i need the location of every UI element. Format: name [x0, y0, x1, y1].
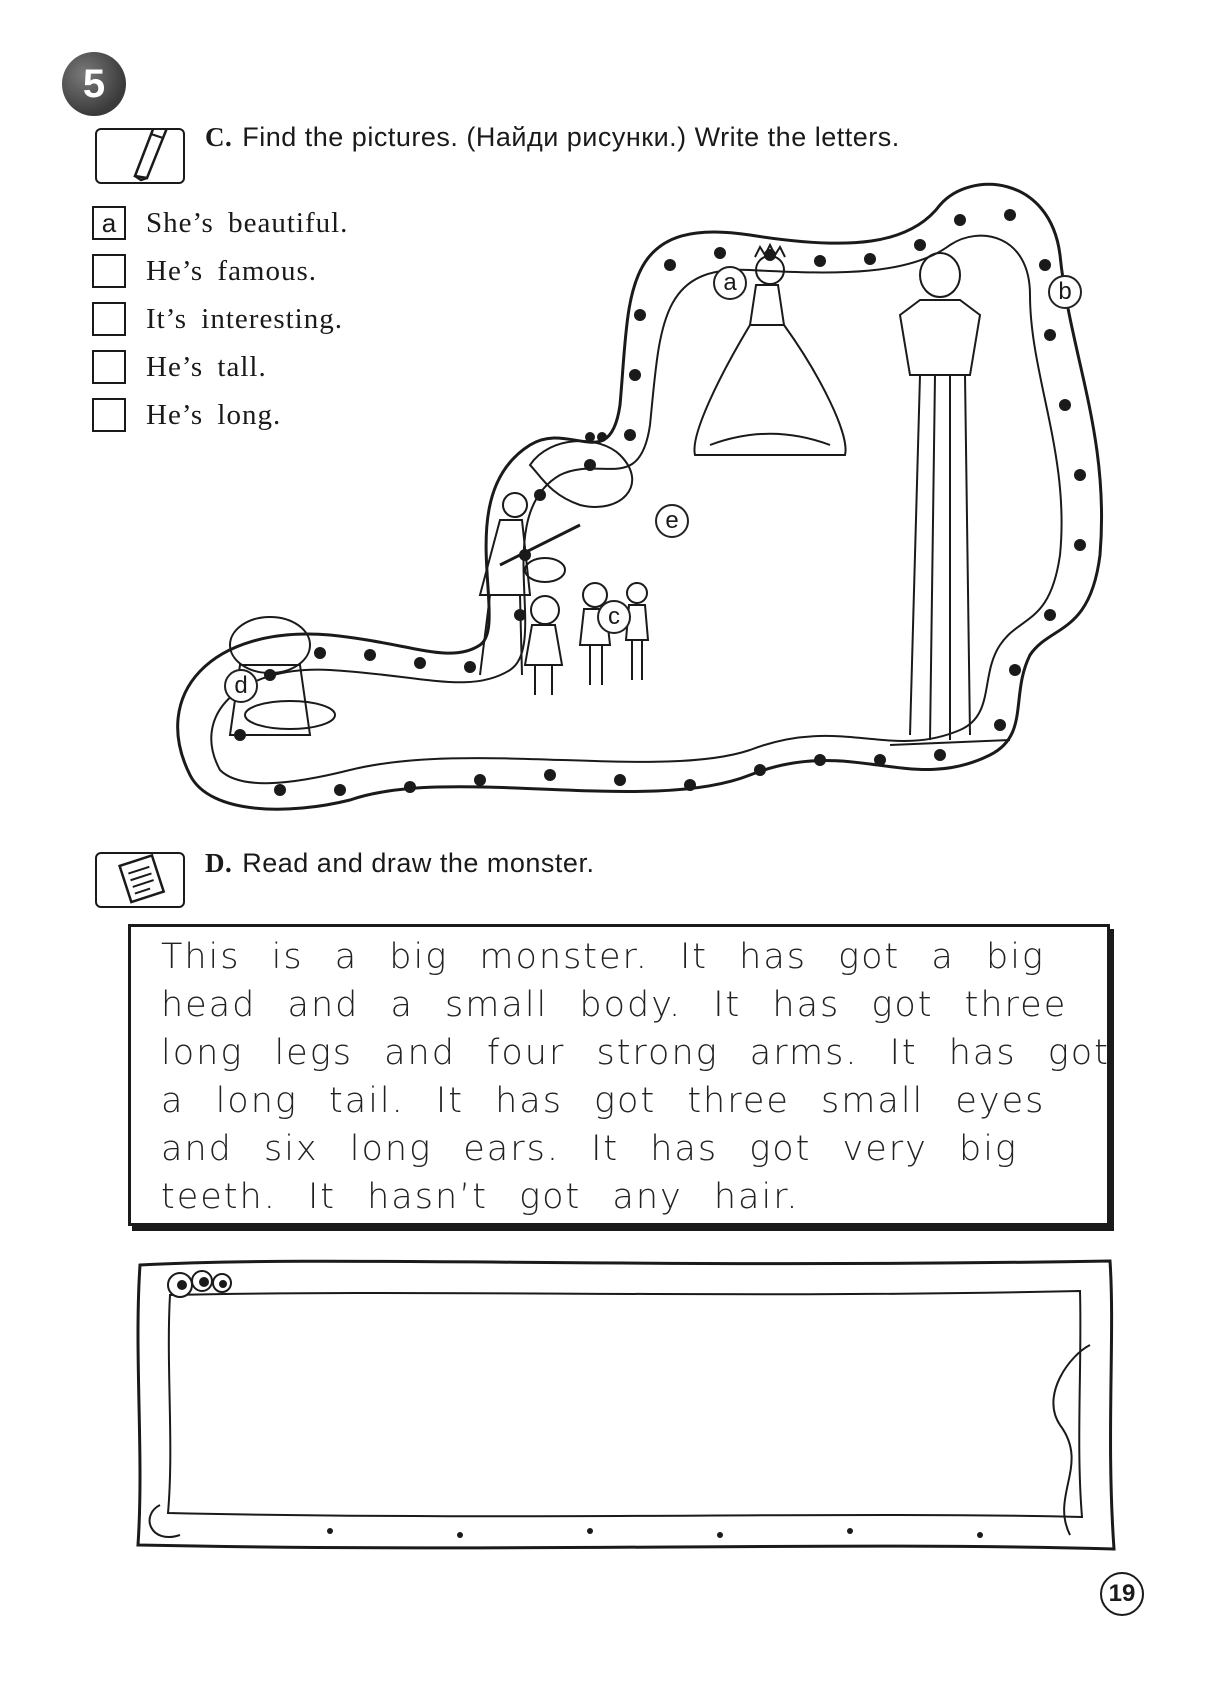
frame-inner	[168, 1291, 1082, 1517]
tall-man-figure	[890, 253, 1010, 745]
picture-label-b: b	[1048, 275, 1082, 309]
section-c-heading	[205, 122, 1105, 153]
section-c-instruction: Find the pictures. (Найди рисунки.) Write the letters.	[242, 122, 900, 152]
drawing-area[interactable]	[130, 1255, 1120, 1555]
unit-number: 5	[82, 61, 106, 106]
picture-label-a: a	[713, 266, 747, 300]
passage-line-3: long legs and four strong arms. It has got	[161, 1033, 1110, 1073]
page-number: 19	[1100, 1572, 1144, 1616]
check-item-text-1: She’s beautiful.	[146, 206, 349, 239]
picture-label-d: d	[224, 669, 258, 703]
answer-box-1[interactable]: a	[92, 206, 126, 240]
passage-line-6: teeth. It hasn’t got any hair.	[161, 1177, 800, 1217]
picture-label-c: c	[597, 600, 631, 634]
passage-line-5: and six long ears. It has got very big	[161, 1129, 1018, 1169]
guitar-player-figure	[480, 493, 580, 675]
check-item-text-4: He’s tall.	[146, 350, 267, 383]
frame-stars	[327, 1528, 983, 1538]
answer-box-2[interactable]	[92, 254, 126, 288]
section-c-letter: C.	[205, 122, 233, 152]
check-item-text-2: He’s famous.	[146, 254, 318, 287]
check-item-text-5: He’s long.	[146, 398, 282, 431]
notepad-icon	[95, 852, 185, 908]
reading-passage	[128, 924, 1110, 1226]
passage-line-1: This is a big monster. It has got a big	[161, 937, 1045, 977]
sucker-dots	[234, 209, 1086, 796]
answer-box-5[interactable]	[92, 398, 126, 432]
check-item-text-3: It’s interesting.	[146, 302, 343, 335]
section-d-instruction: Read and draw the monster.	[242, 848, 595, 878]
children-figures	[525, 583, 648, 695]
answer-box-3[interactable]	[92, 302, 126, 336]
answer-box-4[interactable]	[92, 350, 126, 384]
tentacle-illustration	[150, 175, 1130, 815]
passage-line-4: a long tail. It has got three small eyes	[161, 1081, 1046, 1121]
section-d-heading	[205, 848, 905, 879]
tentacle-outer	[178, 184, 1102, 809]
passage-line-2: head and a small body. It has got three	[161, 985, 1068, 1025]
section-d-letter: D.	[205, 848, 233, 878]
unit-badge	[62, 52, 126, 116]
picture-label-e: e	[655, 504, 689, 538]
